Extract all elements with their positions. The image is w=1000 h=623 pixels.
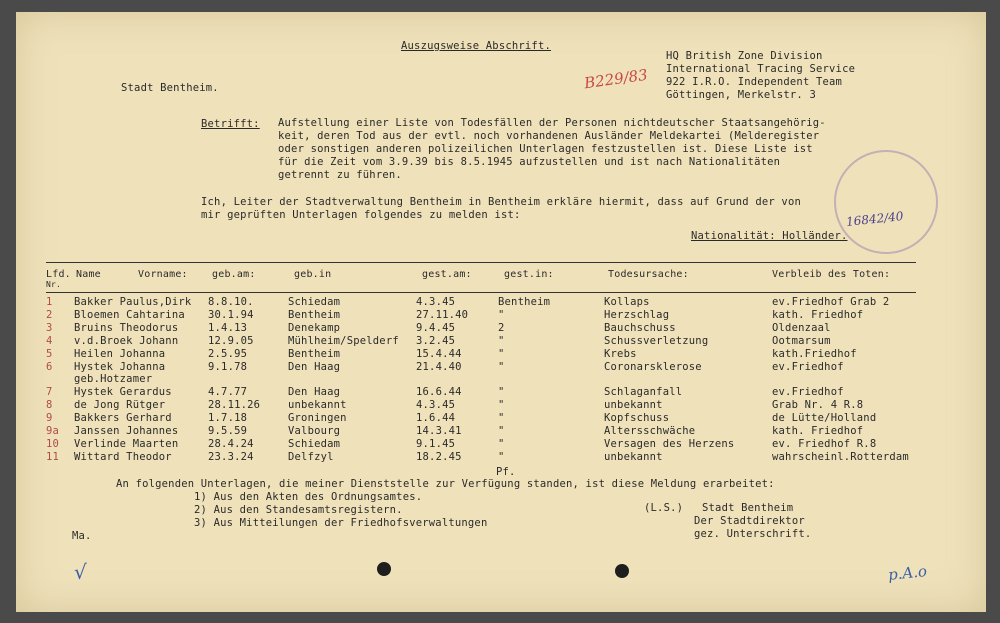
row-death-place: Bentheim: [498, 296, 551, 308]
row-name: Bakker Paulus,Dirk: [74, 296, 192, 308]
col-header-nr: Nr.: [46, 280, 62, 289]
row-death-place: ": [498, 360, 505, 373]
row-birth-place: unbekannt: [288, 399, 347, 412]
row-birth-place: Denekamp: [288, 321, 341, 334]
betrifft-label: Betrifft:: [201, 118, 260, 130]
row-name: v.d.Broek Johann: [74, 334, 179, 347]
row-birth-place: Groningen: [288, 412, 347, 425]
row-death-date: 9.4.45: [416, 321, 456, 334]
row-birth-place: Delfzyl: [288, 450, 334, 463]
row-death-place: ": [498, 347, 505, 360]
row-name: Bruins Theodorus: [74, 321, 179, 334]
table-top-rule: [46, 262, 916, 263]
row-remains: Ootmarsum: [772, 334, 831, 347]
row-birth-date: 23.3.24: [208, 450, 254, 463]
hq-line-2: International Tracing Service: [666, 63, 856, 75]
row-death-date: 15.4.44: [416, 347, 462, 360]
row-cause: Altersschwäche: [604, 425, 696, 437]
row-birth-date: 1.7.18: [208, 412, 248, 425]
table-row: [16, 412, 986, 425]
row-birth-place: Schiedam: [288, 437, 341, 450]
sources-intro: An folgenden Unterlagen, die meiner Dienststelle zur Verfügung standen, ist diese Meldung erarbeitet:: [116, 478, 775, 490]
table-row: [16, 348, 986, 361]
row-name: Bakkers Gerhard: [74, 412, 172, 425]
col-header-vorname: Vorname:: [138, 269, 188, 280]
document-title: Auszugsweise Abschrift.: [401, 40, 551, 52]
row-remains: de Lütte/Holland: [772, 412, 877, 425]
betrifft-line-5: getrennt zu führen.: [278, 169, 402, 181]
row-cause: Versagen des Herzens: [604, 437, 735, 450]
row-birth-date: 28.4.24: [208, 437, 254, 450]
row-birth-place: Den Haag: [288, 360, 341, 373]
row-remains: Grab Nr. 4 R.8: [772, 399, 864, 412]
row-number: 1: [46, 296, 53, 308]
row-birth-date: 28.11.26: [208, 399, 261, 412]
row-death-place: 2: [498, 321, 505, 334]
row-name: Hystek Johanna: [74, 360, 166, 373]
row-name: geb.Hotzamer: [74, 373, 153, 386]
row-remains: kath.Friedhof: [772, 347, 857, 360]
row-cause: Krebs: [604, 347, 637, 360]
source-1: 1) Aus den Akten des Ordnungsamtes.: [194, 491, 423, 503]
declaration-line-1: Ich, Leiter der Stadtverwaltung Bentheim in Bentheim erkläre hiermit, dass auf Grund der von: [201, 196, 801, 208]
row-remains: kath. Friedhof: [772, 425, 864, 437]
row-death-date: 14.3.41: [416, 425, 462, 437]
row-birth-date: 2.5.95: [208, 347, 248, 360]
seal-label: (L.S.): [644, 502, 684, 514]
col-header-geb-in: geb.in: [294, 269, 332, 280]
handwritten-corner-note: p.A.o: [887, 562, 928, 584]
hq-line-3: 922 I.R.O. Independent Team: [666, 76, 843, 88]
row-cause: Schussverletzung: [604, 334, 709, 347]
row-name: de Jong Rütger: [74, 399, 166, 412]
hq-line-1: HQ British Zone Division: [666, 50, 823, 62]
ma-initials: Ma.: [72, 530, 92, 542]
row-cause: unbekannt: [604, 399, 663, 412]
signature-line-3: gez. Unterschrift.: [694, 528, 812, 540]
row-number: 9: [46, 412, 53, 425]
row-number: 10: [46, 437, 60, 450]
row-birth-date: 9.1.78: [208, 360, 248, 373]
table-row: [16, 296, 986, 309]
row-birth-place: Valbourg: [288, 425, 341, 437]
table-header-rule: [46, 292, 916, 293]
col-header-geb-am: geb.am:: [212, 269, 256, 280]
row-name: Wittard Theodor: [74, 450, 172, 463]
row-name: Verlinde Maarten: [74, 437, 179, 450]
row-remains: ev.Friedhof: [772, 386, 844, 399]
row-death-place: ": [498, 308, 505, 321]
row-number: 5: [46, 347, 53, 360]
source-3: 3) Aus Mitteilungen der Friedhofsverwaltungen: [194, 517, 488, 529]
row-birth-date: 4.7.77: [208, 386, 248, 399]
row-death-date: 21.4.40: [416, 360, 462, 373]
row-number: 6: [46, 360, 53, 373]
row-cause: unbekannt: [604, 450, 663, 463]
row-death-place: ": [498, 425, 505, 437]
row-birth-date: 30.1.94: [208, 308, 254, 321]
table-row: [16, 322, 986, 335]
declaration-line-2: mir geprüften Unterlagen folgendes zu melden ist:: [201, 209, 521, 221]
row-death-date: 4.3.45: [416, 399, 456, 412]
row-cause: Kopfschuss: [604, 412, 670, 425]
handwritten-reference: B229/83: [583, 65, 649, 93]
row-name: Janssen Johannes: [74, 425, 179, 437]
row-number: 7: [46, 386, 53, 399]
row-remains: ev. Friedhof R.8: [772, 437, 877, 450]
col-header-verbleib: Verbleib des Toten:: [772, 269, 891, 280]
row-birth-place: Mühlheim/Spelderf: [288, 334, 399, 347]
row-death-place: ": [498, 334, 505, 347]
row-death-place: ": [498, 450, 505, 463]
row-number: 11: [46, 450, 60, 463]
row-death-date: 4.3.45: [416, 296, 456, 308]
col-header-lfd: Lfd.: [46, 269, 71, 280]
row-name: Heilen Johanna: [74, 347, 166, 360]
col-header-gest-in: gest.in:: [504, 269, 554, 280]
row-number: 9a: [46, 425, 60, 437]
table-row: [16, 309, 986, 322]
row-death-date: 3.2.45: [416, 334, 456, 347]
row-death-place: ": [498, 412, 505, 425]
source-2: 2) Aus den Standesamtsregistern.: [194, 504, 403, 516]
row-cause: Kollaps: [604, 296, 650, 308]
row-birth-place: Bentheim: [288, 347, 341, 360]
col-header-name: Name: [76, 269, 101, 280]
row-name: Bloemen Cahtarina: [74, 308, 185, 321]
table-row: [16, 373, 986, 386]
signature-line-2: Der Stadtdirektor: [694, 515, 805, 527]
row-remains: wahrscheinl.Rotterdam: [772, 450, 909, 463]
signature-line-1: Stadt Bentheim: [702, 502, 794, 514]
table-row: [16, 386, 986, 399]
row-cause: Bauchschuss: [604, 321, 676, 334]
table-row: [16, 399, 986, 412]
row-death-place: ": [498, 399, 505, 412]
registration-stamp: [834, 150, 938, 254]
table-row: [16, 335, 986, 348]
row-number: 3: [46, 321, 53, 334]
row-cause: Schlaganfall: [604, 386, 683, 399]
betrifft-line-3: oder sonstigen anderen polizeilichen Unterlagen festzustellen ist. Diese Liste ist: [278, 143, 813, 155]
punch-hole-left: [377, 562, 391, 576]
hq-line-4: Göttingen, Merkelstr. 3: [666, 89, 816, 101]
row-birth-date: 1.4.13: [208, 321, 248, 334]
betrifft-line-4: für die Zeit vom 3.9.39 bis 8.5.1945 aufzustellen und ist nach Nationalitäten: [278, 156, 781, 168]
betrifft-line-1: Aufstellung einer Liste von Todesfällen der Personen nichtdeutscher Staatsangehörig-: [278, 117, 826, 129]
table-row: [16, 425, 986, 438]
document-page: [16, 12, 986, 612]
stamp-number: 16842/40: [845, 209, 905, 229]
row-death-place: ": [498, 386, 505, 399]
row-death-date: 18.2.45: [416, 450, 462, 463]
row-death-date: 16.6.44: [416, 386, 462, 399]
row-birth-place: Bentheim: [288, 308, 341, 321]
checkmark-icon: √: [74, 560, 87, 584]
row-birth-place: Schiedam: [288, 296, 341, 308]
pf-mark: Pf.: [496, 466, 516, 478]
nationality-line: Nationalität: Holländer.: [691, 230, 848, 242]
col-header-ursache: Todesursache:: [608, 269, 689, 280]
row-remains: kath. Friedhof: [772, 308, 864, 321]
row-name: Hystek Gerardus: [74, 386, 172, 399]
betrifft-line-2: keit, deren Tod aus der evtl. noch vorhandenen Ausländer Meldekartei (Melderegister: [278, 130, 820, 142]
row-death-date: 27.11.40: [416, 308, 469, 321]
row-cause: Herzschlag: [604, 308, 670, 321]
row-birth-date: 12.9.05: [208, 334, 254, 347]
row-remains: Oldenzaal: [772, 321, 831, 334]
city-name: Stadt Bentheim.: [121, 82, 219, 94]
row-death-date: 9.1.45: [416, 437, 456, 450]
row-death-place: ": [498, 437, 505, 450]
row-remains: ev.Friedhof Grab 2: [772, 296, 890, 308]
row-cause: Coronarsklerose: [604, 360, 702, 373]
row-number: 4: [46, 334, 53, 347]
row-number: 2: [46, 308, 53, 321]
table-row: [16, 361, 986, 374]
row-birth-date: 9.5.59: [208, 425, 248, 437]
row-death-date: 1.6.44: [416, 412, 456, 425]
table-row: [16, 438, 986, 451]
row-number: 8: [46, 399, 53, 412]
row-birth-place: Den Haag: [288, 386, 341, 399]
row-remains: ev.Friedhof: [772, 360, 844, 373]
col-header-gest-am: gest.am:: [422, 269, 472, 280]
punch-hole-right: [615, 564, 629, 578]
table-row: [16, 451, 986, 464]
row-birth-date: 8.8.10.: [208, 296, 254, 308]
